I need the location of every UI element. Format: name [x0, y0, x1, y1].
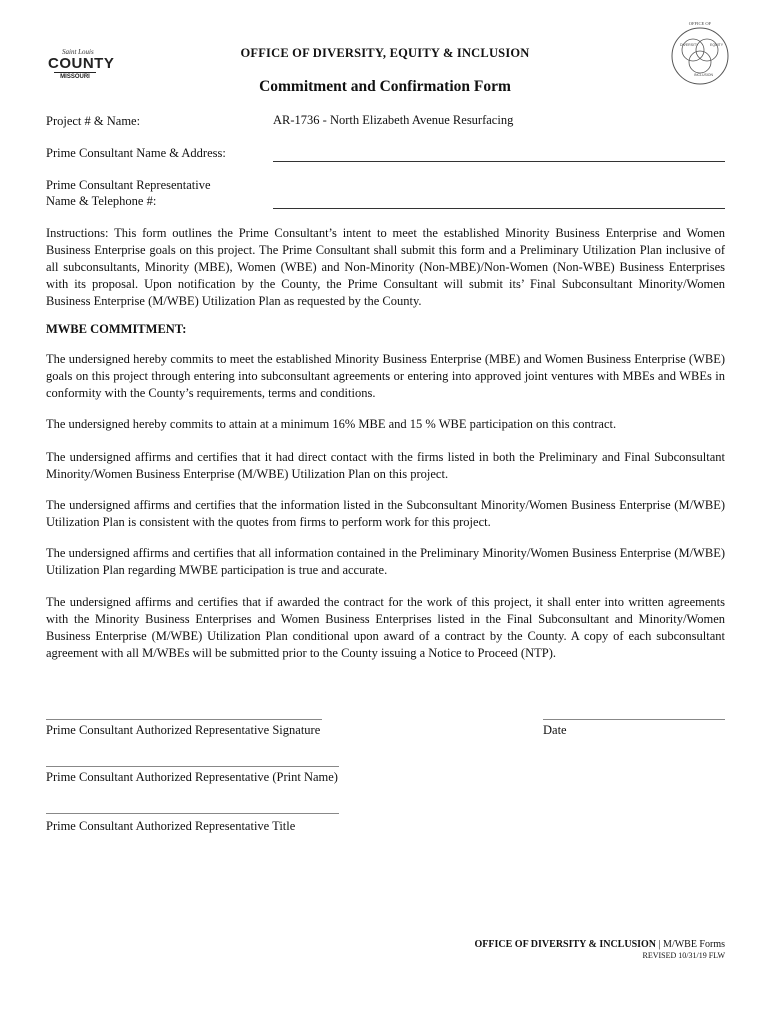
commitment-paragraph-4: The undersigned affirms and certifies that the information listed in the Subconsultant Minority/Women Business Enterprise (M/WBE) Utilization Plan is consistent with the quotes from firms to perform work for this project. — [46, 498, 725, 529]
title-line[interactable] — [46, 813, 339, 814]
office-title: OFFICE OF DIVERSITY, EQUITY & INCLUSION — [240, 46, 530, 60]
commitment-paragraph-5: The undersigned affirms and certifies that all information contained in the Preliminary Minority/Women Business Enterprise (M/WBE) Utilization Plan regarding MWBE participation is true and accurate. — [46, 546, 725, 577]
date-line[interactable] — [543, 719, 725, 720]
footer-forms: M/WBE Forms — [663, 939, 725, 950]
prime-consultant-label: Prime Consultant Name & Address: — [46, 146, 226, 160]
representative-label-line2: Name & Telephone #: — [46, 194, 157, 208]
date-label: Date — [543, 723, 567, 737]
prime-consultant-field[interactable] — [273, 161, 725, 162]
form-title: Commitment and Confirmation Form — [259, 78, 511, 95]
seal-caption: OFFICE OF — [688, 21, 712, 26]
commitment-paragraph-3: The undersigned affirms and certifies that it had direct contact with the firms listed in both the Preliminary and Final Subconsultant Minority/Women Business Enterprise (M/WBE) Utilization Plan on this project. — [46, 450, 725, 481]
print-name-line[interactable] — [46, 766, 339, 767]
project-label: Project # & Name: — [46, 114, 141, 128]
print-name-label: Prime Consultant Authorized Representative (Print Name) — [46, 770, 338, 784]
commitment-paragraph-1: The undersigned hereby commits to meet the established Minority Business Enterprise (MBE) and Women Business Enterprise (WBE) goals on this project through entering into subconsultant agreements or entering into approved joint ventures with MBEs and WBEs in conformity with the County’s requirements, terms and conditions. — [46, 352, 725, 400]
seal-label-inclusion: INCLUSION — [694, 73, 714, 77]
logo-county-text: COUNTY — [48, 55, 115, 72]
footer-separator: | — [656, 939, 664, 950]
representative-field[interactable] — [273, 208, 725, 209]
footer-office: OFFICE OF DIVERSITY & INCLUSION — [474, 939, 657, 950]
commitment-paragraph-2: The undersigned hereby commits to attain at a minimum 16% MBE and 15 % WBE participation on this contract. — [46, 417, 617, 431]
project-value[interactable]: AR-1736 - North Elizabeth Avenue Resurfacing — [273, 113, 514, 127]
logo-state-text: MISSOURI — [54, 72, 96, 81]
signature-label: Prime Consultant Authorized Representative Signature — [46, 723, 321, 737]
title-label: Prime Consultant Authorized Representative Title — [46, 819, 296, 833]
footer — [475, 939, 725, 961]
representative-label-line1: Prime Consultant Representative — [46, 178, 211, 192]
commitment-heading: MWBE COMMITMENT: — [46, 322, 187, 336]
logo-script-text: Saint Louis — [62, 48, 94, 56]
seal-label-diversity: DIVERSITY — [680, 43, 699, 47]
instructions-text: Instructions: This form outlines the Prime Consultant’s intent to meet the established Minority Business Enterprise and Women Business Enterprise goals on this project. The Prime Consultant shall submit this form and a Preliminary Utilization Plan inclusive of all subconsultants, Minority (MBE), Women (WBE) and Non-Minority (Non-MBE)/Non-Women (Non-WBE) Business Enterprises with its proposal. Upon notification by the County, the Prime Consultant will submit its’ Final Subconsultant Minority/Women Business Enterprise (M/WBE) Utilization Plan as requested by the County. — [46, 226, 725, 308]
commitment-paragraph-6: The undersigned affirms and certifies that if awarded the contract for the work of this project, it shall enter into written agreements with the Minority Business Enterprises and Women Business Enterprises listed in the Final Subconsultant and Minority/Women Business Enterprise (M/WBE) Utilization Plan conditional upon award of a contract by the County. A copy of each subconsultant agreement with all M/WBEs will be submitted prior to the County issuing a Notice to Proceed (NTP). — [46, 595, 725, 660]
footer-revised: REVISED 10/31/19 FLW — [642, 951, 725, 960]
signature-line[interactable] — [46, 719, 322, 720]
seal-label-equity: EQUITY — [710, 43, 724, 47]
